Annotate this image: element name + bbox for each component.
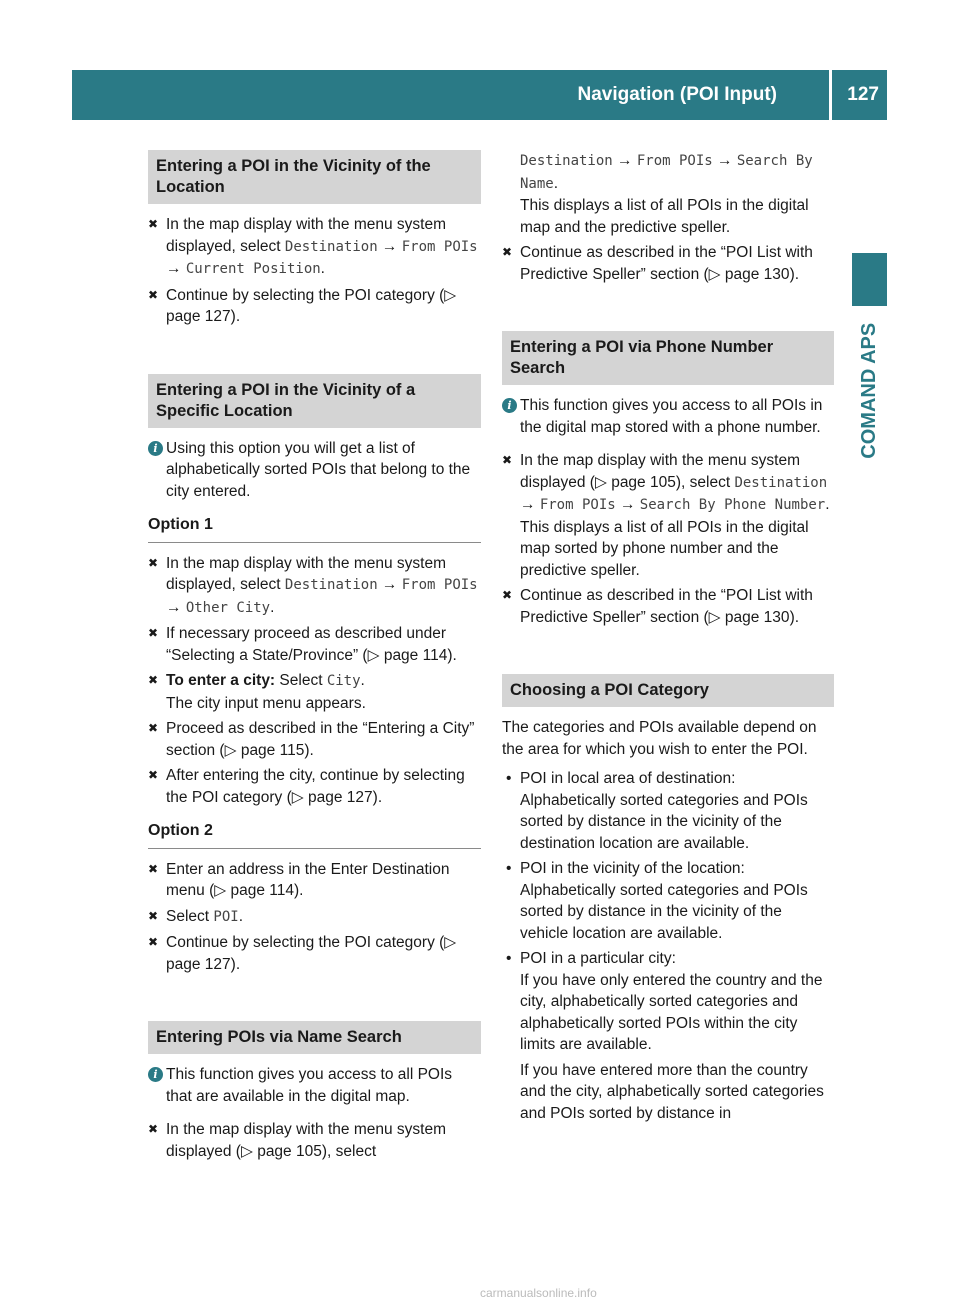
header-bar (72, 70, 887, 120)
step-item: ✖ To enter a city: Select City. The city input menu appears. (148, 672, 366, 712)
step-arrow-icon: ✖ (502, 588, 513, 602)
bullet-marker: • (506, 950, 512, 967)
bullet-item: • POI in the vicinity of the location: Alphabetically sorted categories and POIs sorted by distance in the vicinity of the vehicle location are available. (506, 860, 808, 942)
step-arrow-icon: ✖ (148, 861, 159, 876)
step-arrow-icon: ✖ (502, 453, 513, 467)
info-note: i This function gives you access to all POIs that are available in the digital map. (148, 1064, 481, 1107)
step-arrow-icon: ✖ (148, 1122, 159, 1136)
page-number: 127 (847, 84, 879, 105)
step-arrow-icon: ✖ (148, 287, 159, 302)
page-reference[interactable]: ▷ page 105 (594, 473, 676, 491)
right-column (502, 150, 834, 1128)
page-reference[interactable]: ▷ page 130 (708, 265, 790, 283)
intro-paragraph: The categories and POIs available depend on the area for which you wish to enter the POI. (502, 719, 817, 758)
step-item: ✖ Proceed as described in the “Entering a City” section (▷ page 115). (148, 720, 475, 759)
bullet-marker: • (506, 770, 512, 787)
bullet-marker: • (506, 860, 512, 877)
info-note: i Using this option you will get a list of alphabetically sorted POIs that belong to the city entered. (148, 438, 481, 503)
page-reference[interactable]: ▷ page 127 (291, 788, 373, 806)
step-arrow-icon: ✖ (148, 626, 159, 640)
section-heading-name-search: Entering POIs via Name Search (148, 1021, 481, 1054)
info-icon: i (502, 398, 517, 413)
step-item: ✖ Continue by selecting the POI category (▷ page 127). (148, 286, 457, 325)
header-divider (829, 70, 832, 120)
step-arrow-icon: ✖ (502, 245, 513, 259)
page-reference[interactable]: ▷ page 127 (166, 934, 457, 973)
watermark: carmanualsonline.info (480, 1286, 597, 1300)
info-icon: i (148, 441, 163, 456)
info-note: i This function gives you access to all POIs in the digital map stored with a phone number. (502, 395, 834, 438)
option-2-heading: Option 2 (148, 820, 481, 849)
section-heading-vicinity-location: Entering a POI in the Vicinity of the Location (148, 150, 481, 204)
bullet-item: • POI in a particular city: If you have only entered the country and the city, alphabetically sorted categories and alphabetically sorted POIs within the city limits are available. If you have entered more than the country and the city, alphabetically sorted categories and POIs sorted by distance in (506, 950, 824, 1122)
step-item: ✖ In the map display with the menu system displayed (▷ page 105), select (148, 1121, 446, 1160)
step-item: ✖ In the map display with the menu system displayed (▷ page 105), select Destination → From POIs → Search By Phone Number. This displays a list of all POIs in the digital map sorted by phone number and the predictive speller. (502, 452, 830, 579)
page-reference[interactable]: ▷ page 114 (214, 882, 294, 899)
step-item: ✖ Continue by selecting the POI category (▷ page 127). (148, 934, 457, 973)
section-heading-specific-location: Entering a POI in the Vicinity of a Specific Location (148, 374, 481, 428)
side-tab-label: COMAND APS (857, 323, 880, 459)
step-arrow-icon: ✖ (148, 935, 159, 949)
step-arrow-icon: ✖ (148, 555, 159, 570)
page-reference[interactable]: ▷ page 127 (166, 286, 457, 325)
step-item: ✖ If necessary proceed as described under “Selecting a State/Province” (▷ page 114). (148, 625, 457, 664)
option-1-heading: Option 1 (148, 514, 481, 543)
step-arrow-icon: ✖ (148, 217, 159, 231)
page-reference[interactable]: ▷ page 114 (367, 646, 448, 664)
step-item: ✖ Continue as described in the “POI List with Predictive Speller” section (▷ page 130). (502, 587, 813, 626)
running-head-title: Navigation (POI Input) (577, 84, 777, 105)
info-icon: i (148, 1067, 163, 1082)
step-item: ✖ Enter an address in the Enter Destination menu (▷ page 114). (148, 860, 450, 899)
step-item: ✖ Continue as described in the “POI List with Predictive Speller” section (▷ page 130). (502, 244, 813, 283)
step-item: ✖ Select POI. (148, 906, 481, 929)
page-reference[interactable]: ▷ page 130 (708, 608, 790, 626)
step-item: ✖ In the map display with the menu system displayed, select Destination → From POIs → Current Position. (148, 216, 478, 277)
step-arrow-icon: ✖ (148, 673, 159, 687)
step-arrow-icon: ✖ (148, 768, 159, 782)
step-arrow-icon: ✖ (148, 721, 159, 735)
page-reference[interactable]: ▷ page 105 (240, 1142, 322, 1160)
left-column (148, 150, 481, 1166)
step-arrow-icon: ✖ (148, 908, 159, 923)
step-item: ✖ In the map display with the menu system displayed, select Destination → From POIs → Other City. (148, 554, 478, 616)
step-item: ✖ After entering the city, continue by selecting the POI category (▷ page 127). (148, 767, 465, 806)
section-heading-poi-category: Choosing a POI Category (502, 674, 834, 707)
side-tab-marker (852, 253, 887, 306)
section-heading-phone-search: Entering a POI via Phone Number Search (502, 331, 834, 385)
bullet-item: • POI in local area of destination: Alphabetically sorted categories and POIs sorted by distance in the vicinity of the destination location are available. (506, 770, 808, 852)
page-reference[interactable]: ▷ page 115 (224, 741, 305, 759)
step-continuation: Destination → From POIs → Search By Name. This displays a list of all POIs in the digital map and the predictive speller. (520, 152, 813, 236)
